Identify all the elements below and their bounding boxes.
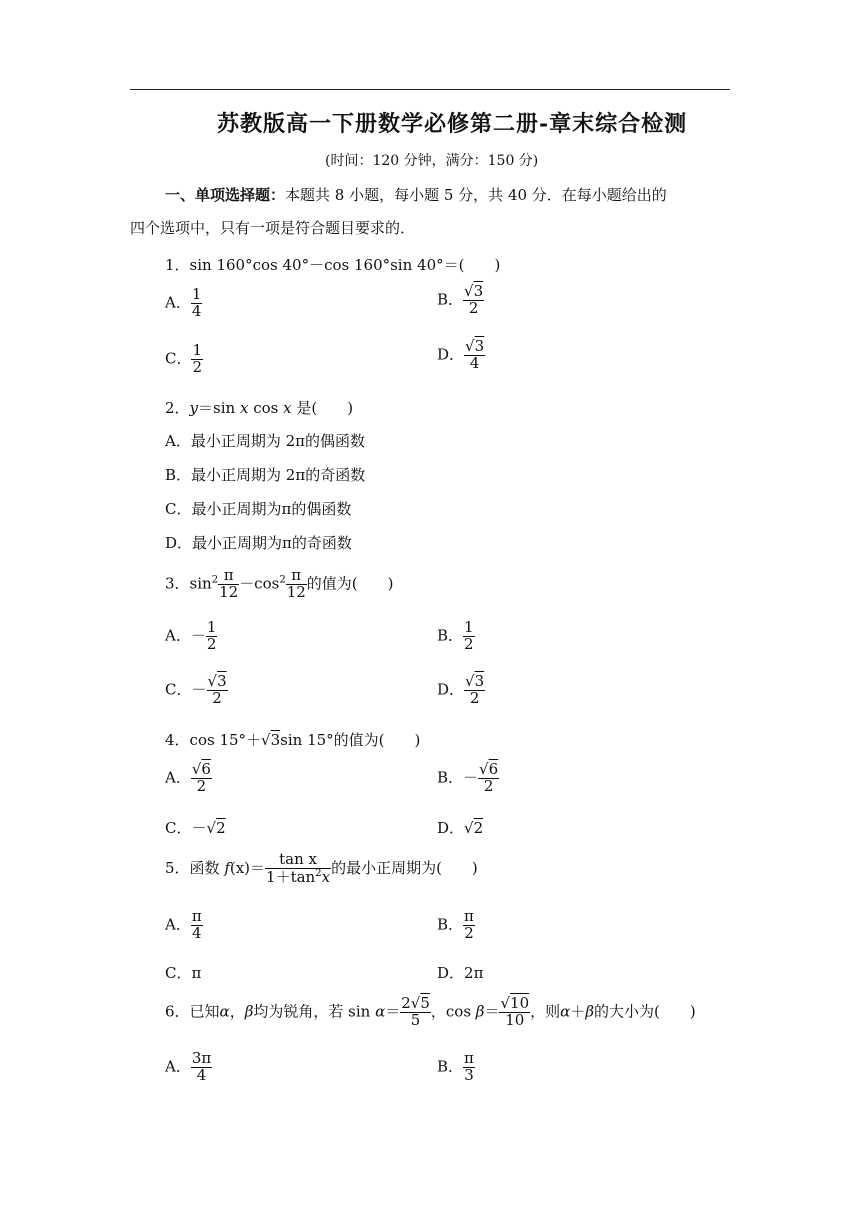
section-heading-line — [165, 181, 667, 210]
header-rule — [130, 89, 730, 90]
q5-option-a: A． $\frac{\pi}{4}$ — [165, 907, 202, 942]
q3-option-c: C．－ $\frac{√3}{2}$ — [165, 672, 227, 707]
question-1-stem: 1．sin 160°cos 40°－cos 160°sin 40°＝( ) — [165, 256, 501, 274]
q2-option-b: B．最小正周期为 2π的奇函数 — [165, 466, 366, 484]
q4-option-d: D．√2 — [437, 819, 484, 837]
section-heading: 一、单项选择题： — [165, 186, 286, 204]
section-instructions-2: 四个选项中，只有一项是符合题目要求的． — [130, 219, 416, 237]
question-3-stem: 3．$\sin^2$ $\frac{\pi}{12}$ $-\cos^2$ $\frac{\pi}{12}$ 的值为( ) — [165, 566, 394, 601]
q2-option-c: C．最小正周期为π的偶函数 — [165, 500, 352, 518]
q2-option-d: D．最小正周期为π的奇函数 — [165, 534, 352, 552]
section-instructions-1: 本题共 8 小题，每小题 5 分，共 40 分．在每小题给出的 — [285, 186, 667, 204]
q2-option-a: A．最小正周期为 2π的偶函数 — [165, 432, 366, 450]
q1-option-d: D． $\frac{√3}{4}$ — [437, 337, 485, 372]
q5-option-b: B． $\frac{\pi}{2}$ — [437, 907, 474, 942]
q4-option-c: C．－√2 — [165, 819, 226, 837]
q6-option-b: B． $\frac{\pi}{3}$ — [437, 1049, 474, 1084]
question-6-stem: 6．已知α，β均为锐角，若 sin α＝ $\frac{2√5}{5}$ ，cos β＝ $\frac{√10}{10}$ ，则α＋β的大小为( ) — [165, 994, 696, 1029]
page-title: 苏教版高一下册数学必修第二册-章末综合检测 — [217, 111, 688, 137]
q1-option-c: C． $\frac{1}{2}$ — [165, 341, 203, 376]
q1-option-a: A． $\frac{1}{4}$ — [165, 285, 202, 320]
q4-option-b: B．－ $\frac{√6}{2}$ — [437, 760, 499, 795]
q6-option-a: A． $\frac{3\pi}{4}$ — [165, 1049, 212, 1084]
q1-option-b: B． $\frac{√3}{2}$ — [437, 282, 484, 317]
page-subtitle: (时间：120 分钟，满分：150 分) — [325, 153, 539, 169]
question-4-stem: 4．cos 15°＋√3sin 15°的值为( ) — [165, 731, 421, 749]
q4-option-a: A． $\frac{√6}{2}$ — [165, 760, 211, 795]
q3-option-b: B． $\frac{1}{2}$ — [437, 618, 474, 653]
q5-option-d: D．2π — [437, 964, 484, 982]
q5-option-c: C．π — [165, 964, 202, 982]
q3-option-a: A．－ $\frac{1}{2}$ — [165, 618, 217, 653]
question-5-stem: 5．函数 f(x)＝ $\frac{\text{tan x}}{1+\tan^2x}$ 的最小正周期为( ) — [165, 850, 478, 886]
q3-option-d: D． $\frac{√3}{2}$ — [437, 672, 485, 707]
question-2-stem: 2．y＝sin x cos x 是( ) — [165, 399, 354, 417]
